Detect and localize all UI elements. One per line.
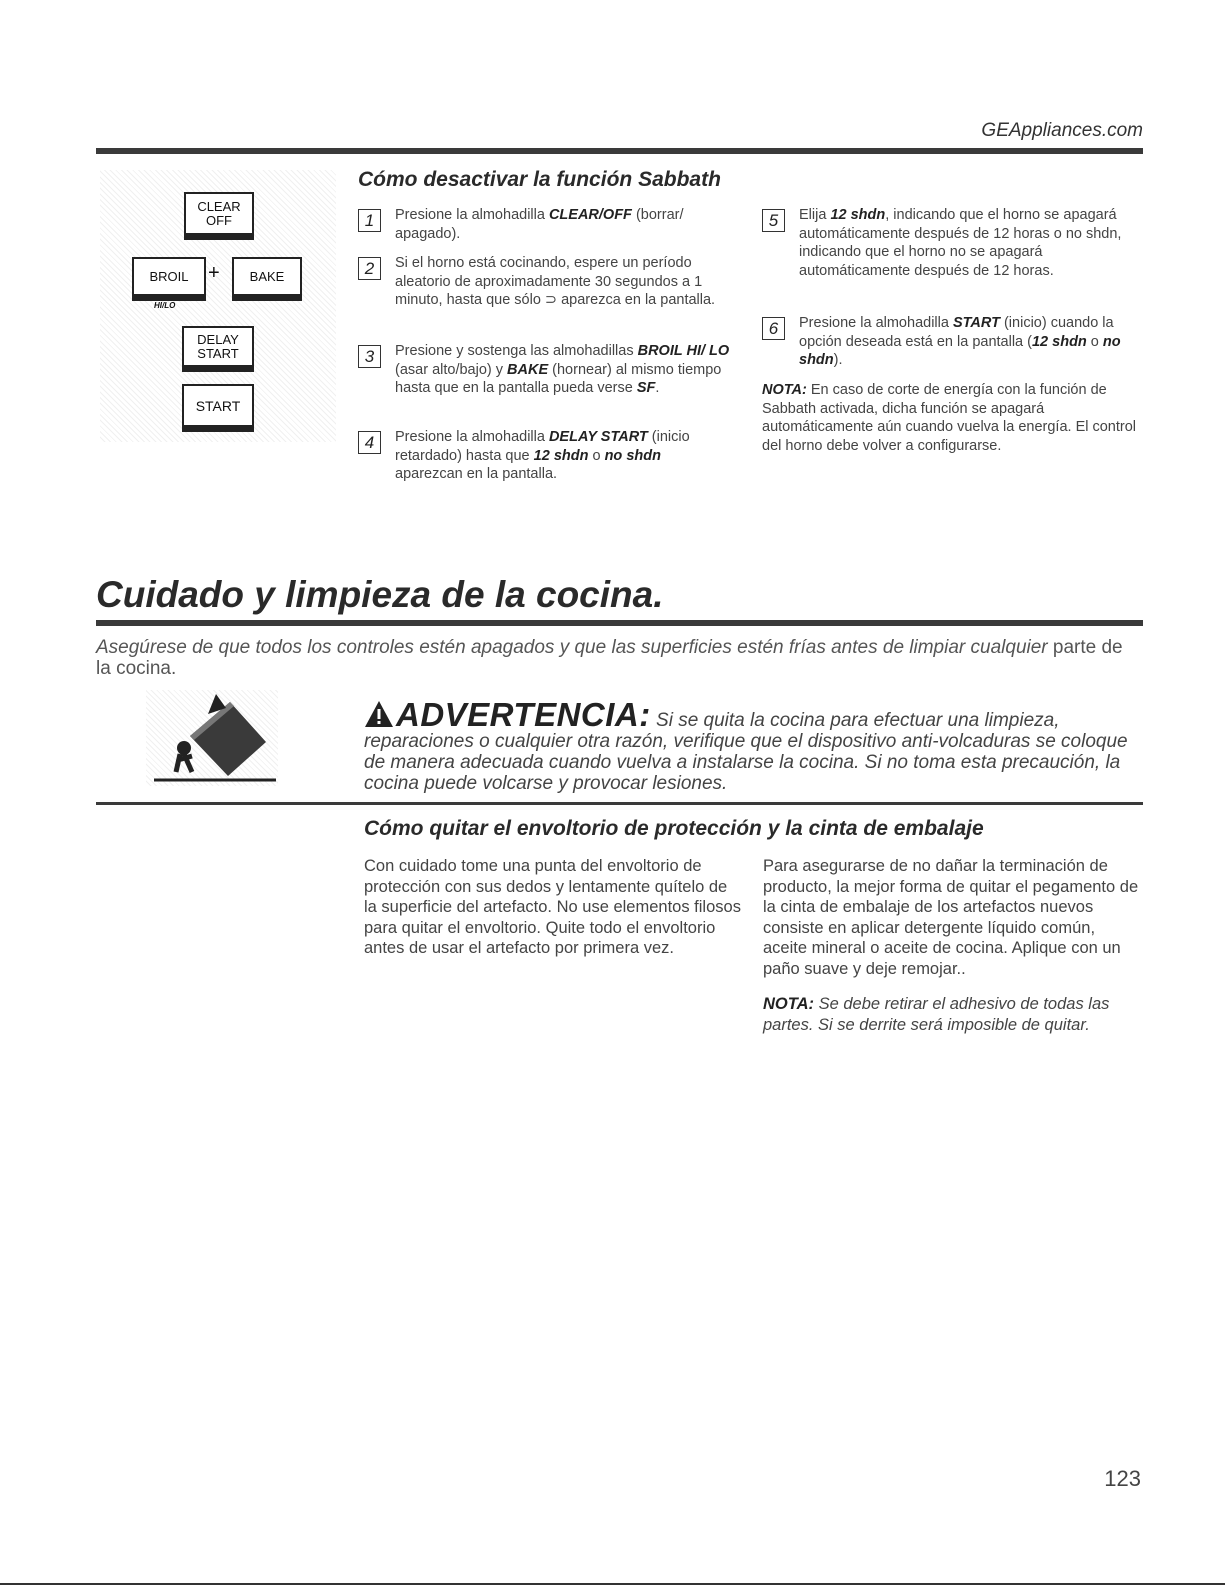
- page-number: 123: [1104, 1466, 1141, 1491]
- wrap-col-2: Para asegurarse de no dañar la terminación de producto, la mejor forma de quitar el pegamento de la cinta de embalaje de los artefactos nuevos consiste en aplicar detergente líquido común, aceite mineral o aceite de cocina. Aplique con un paño suave y deje remojar..: [763, 857, 1139, 978]
- warning-text: Si se quita la cocina para efectuar una limpieza, reparaciones o cualquier otra razón, verifique que el dispositivo anti-volcaduras se coloque de manera adecuada cuando vuelva a instalarse la cocina. Si no toma esta precaución, la cocina puede volcarse y provocar lesiones.: [364, 710, 1128, 794]
- top-rule: [96, 148, 1143, 154]
- wrap-title: Cómo quitar el envoltorio de protección y la cinta de embalaje: [364, 817, 984, 840]
- wrap-col-1: Con cuidado tome una punta del envoltorio de protección con sus dedos y lentamente quítelo de la superficie del artefacto. No use elementos filosos para quitar el envoltorio. Quite todo el envoltorio antes de usar el artefacto por primera vez.: [364, 857, 741, 957]
- warning-icon: [364, 700, 394, 728]
- sabbath-title: Cómo desactivar la función Sabbath: [358, 168, 721, 191]
- step-number: 5: [762, 209, 785, 232]
- sabbath-note: NOTA: En caso de corte de energía con la función de Sabbath activada, dicha función se apagará automáticamente aún cuando vuelva la energía. El control del horno debe volver a configurarse.: [762, 382, 1137, 454]
- step-number: 2: [358, 257, 381, 280]
- delay-start-pad: [182, 326, 254, 372]
- off-label: OFF: [206, 212, 232, 228]
- broil-pad: [132, 257, 206, 301]
- start-label: START: [197, 345, 239, 361]
- bake-pad: [232, 257, 302, 301]
- step-text: Presione y sostenga las almohadillas BROIL HI/ LO (asar alto/bajo) y BAKE (hornear) al mismo tiempo hasta que en la pantalla pueda verse SF.: [395, 343, 730, 396]
- step-number: 6: [762, 317, 785, 340]
- wrap-note: NOTA: Se debe retirar el adhesivo de todas las partes. Si se derrite será imposible de quitar.: [763, 995, 1110, 1034]
- warning-block: [364, 696, 1144, 794]
- care-title: Cuidado y limpieza de la cocina.: [96, 574, 664, 615]
- step-text: Presione la almohadilla CLEAR/OFF (borrar/ apagado).: [395, 207, 684, 242]
- warning-label: ADVERTENCIA:: [396, 696, 651, 733]
- plus-sign: +: [208, 262, 220, 284]
- step-text: Elija 12 shdn, indicando que el horno se apagará automáticamente después de 12 horas o no shdn, indicando que el horno no se apagará automáticamente después de 12 horas.: [799, 207, 1122, 279]
- care-intro: Asegúrese de que todos los controles estén apagados y que las superficies estén frías antes de limpiar cualquier parte de la cocina.: [96, 637, 1123, 679]
- warning-rule: [96, 802, 1143, 805]
- step-number: 1: [358, 209, 381, 232]
- step-number: 3: [358, 345, 381, 368]
- hilo-label: HI/LO: [154, 301, 176, 310]
- start-pad: [182, 384, 254, 432]
- delay-label: DELAY: [197, 331, 239, 347]
- step-text: Si el horno está cocinando, espere un período aleatorio de aproximadamente 30 segundos a 1 minuto, hasta que sólo ⊃ aparezca en la pantalla.: [395, 255, 716, 308]
- step-number: 4: [358, 431, 381, 454]
- clear-off-pad: [184, 192, 254, 240]
- step-text: Presione la almohadilla START (inicio) cuando la opción deseada está en la pantalla (12 shdn o no shdn).: [799, 315, 1121, 368]
- care-title-rule: [96, 620, 1143, 626]
- anti-tip-illustration: [146, 690, 278, 786]
- step-text: Presione la almohadilla DELAY START (inicio retardado) hasta que 12 shdn o no shdn aparezcan en la pantalla.: [395, 429, 690, 482]
- start-pad-label: START: [195, 397, 241, 414]
- clear-label: CLEAR: [197, 198, 241, 214]
- broil-label: BROIL: [149, 268, 189, 284]
- site-url: GEAppliances.com: [981, 120, 1143, 141]
- control-panel-illustration: [100, 170, 336, 442]
- bake-label: BAKE: [249, 268, 285, 284]
